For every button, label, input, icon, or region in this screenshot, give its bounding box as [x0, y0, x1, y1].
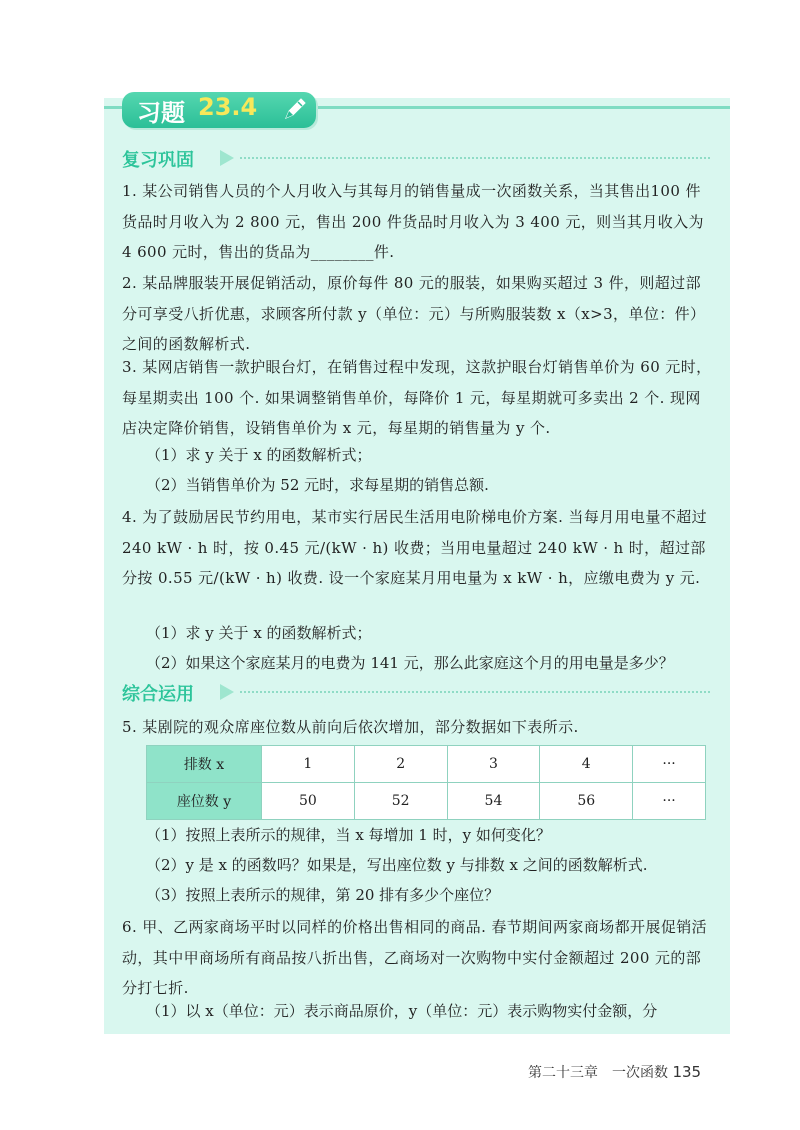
seat-table — [146, 745, 706, 820]
problem-4 — [122, 502, 712, 594]
exercise-number: 23.4 — [198, 93, 258, 121]
section-title-apply: 综合运用 — [122, 684, 194, 705]
problem-6-text: 6. 甲、乙两家商场平时以同样的价格出售相同的商品. 春节期间两家商场都开展促销活动，其中甲商场所有商品按八折出售，乙商场对一次购物中实付金额超过 200 元的部分打七折. — [122, 918, 708, 997]
problem-4-part-1: （1）求 y 关于 x 的函数解析式； — [146, 624, 372, 642]
problem-5-part-1: （1）按照上表所示的规律，当 x 每增加 1 时，y 如何变化？ — [146, 826, 551, 844]
table-header-cell: 座位数 y — [147, 783, 262, 820]
table-cell: 3 — [447, 746, 540, 783]
problem-5-part-3: （3）按照上表所示的规律，第 20 排有多少个座位？ — [146, 886, 500, 904]
table-cell: 50 — [262, 783, 355, 820]
table-cell: 1 — [262, 746, 355, 783]
problem-3 — [122, 352, 712, 444]
page-number: 135 — [672, 1063, 702, 1081]
table-cell: 4 — [540, 746, 633, 783]
problem-5 — [122, 712, 712, 743]
section-divider — [240, 691, 710, 693]
page-footer — [528, 1062, 701, 1082]
section-title-review: 复习巩固 — [122, 150, 194, 171]
section-divider — [240, 157, 710, 159]
problem-6-part-1: （1）以 x（单位：元）表示商品原价，y（单位：元）表示购物实付金额，分 — [146, 1002, 658, 1020]
section-arrow-icon — [218, 683, 236, 701]
problem-4-text: 4. 为了鼓励居民节约用电，某市实行居民生活用电阶梯电价方案. 当每月用电量不超过 240 kW · h 时，按 0.45 元/(kW · h) 收费；当用电量超过 240 kW · h 时，超过部分按 0.55 元/(kW · h) 收费. 设一个家庭某月用电量为 x kW · h，应缴电费为 y 元. — [122, 508, 708, 587]
table-header-cell: 排数 x — [147, 746, 262, 783]
section-arrow-icon — [218, 149, 236, 167]
problem-2 — [122, 268, 712, 360]
problem-6 — [122, 912, 712, 1004]
table-row — [147, 783, 706, 820]
problem-3-part-1: （1）求 y 关于 x 的函数解析式； — [146, 446, 372, 464]
problem-4-part-2: （2）如果这个家庭某月的电费为 141 元，那么此家庭这个月的用电量是多少？ — [146, 654, 674, 672]
problem-1-text: 1. 某公司销售人员的个人月收入与其每月的销售量成一次函数关系，当其售出100 件货品时月收入为 2 800 元，售出 200 件货品时月收入为 3 400 元，则当其月收入为 4 600 元时，售出的货品为________件. — [122, 182, 704, 261]
table-cell: 54 — [447, 783, 540, 820]
exercise-label: 习题 — [137, 99, 185, 127]
problem-5-part-2: （2）y 是 x 的函数吗？如果是，写出座位数 y 与排数 x 之间的函数解析式. — [146, 856, 648, 874]
table-cell: ··· — [633, 783, 706, 820]
problem-3-part-2: （2）当销售单价为 52 元时，求每星期的销售总额. — [146, 476, 489, 494]
problem-1 — [122, 176, 712, 268]
problem-3-text: 3. 某网店销售一款护眼台灯，在销售过程中发现，这款护眼台灯销售单价为 60 元时，每星期卖出 100 个. 如果调整销售单价，每降价 1 元，每星期就可多卖出 2 个. 现网店决定降价销售，设销售单价为 x 元，每星期的销售量为 y 个. — [122, 358, 712, 437]
pencil-icon — [280, 94, 310, 124]
table-cell: 52 — [354, 783, 447, 820]
problem-2-text: 2. 某品牌服装开展促销活动，原价每件 80 元的服装，如果购买超过 3 件，则超过部分可享受八折优惠，求顾客所付款 y（单位：元）与所购服装数 x（x>3，单位：件）之间的函数解析式. — [122, 274, 706, 353]
table-cell: 56 — [540, 783, 633, 820]
table-cell: 2 — [354, 746, 447, 783]
problem-5-text: 5. 某剧院的观众席座位数从前向后依次增加，部分数据如下表所示. — [122, 718, 579, 736]
table-cell: ··· — [633, 746, 706, 783]
chapter-title: 第二十三章 一次函数 — [528, 1065, 668, 1081]
table-row — [147, 746, 706, 783]
